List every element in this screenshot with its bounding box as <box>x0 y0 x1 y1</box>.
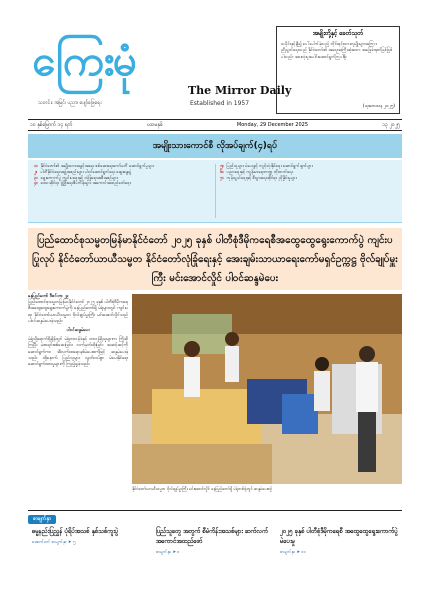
brief-item[interactable] <box>34 180 214 186</box>
briefs-right-column <box>220 163 400 180</box>
dateline-date: Monday, 29 December 2025 <box>236 122 309 128</box>
brief-number: ၆။ <box>220 168 224 174</box>
teaser-text: ပြည်သူတွေ အတွက် စီမံကိန်းအသစ်များ ဆက်လက် အကောင်အထည်ဖော် <box>156 528 269 545</box>
quote-body: သမိုင်းနှင့်ချီ၍ ပေါ်ပေါက်ခဲ့သည့် တိုင်းရင်းသားလူမျိုးများအကြား ညီညွတ်ရေးသည် နိုင်ငံတော်၏ အရေးအကြီးဆုံးသော အခြေခံအုတ်မြစ်ဖြစ်ပါသည်။ အားလုံးပူးပေါင်းဆောင်ရွက်ကြပါစို့။ <box>281 41 393 59</box>
brief-number: ၁။ <box>34 163 38 168</box>
brief-text: နိုင်ငံတော်၏ အမျိုးသားအခွင့်အရေး စစ်ဆေးရေးကော်မတီ ဆောင်ရွက်မှုများ <box>40 163 154 168</box>
main-headline[interactable]: ပြည်ထောင်စုသမ္မတမြန်မာနိုင်ငံတော် ၂၀၂၅ ခုနှစ် ပါတီစုံဒီမိုကရေစီအထွေထွေရွေးကောက်ပွဲ ကျင်းပပြုလုပ် နိုင်ငံတော်ယာယီသမ္မတ နိုင်ငံတော်လုံခြုံရေးနှင့် အေးချမ်းသာယာရေးကော်မရှင်ဥက္ကဋ္ဌ ဗိုလ်ချုပ်မှူးကြီး မင်းအောင်လှိုင် ပါဝင်ဆန္ဒမဲပေး <box>28 228 402 290</box>
article-subhead: ပါဝင်ဆန္ဒမဲပေး <box>66 328 90 334</box>
briefs-box <box>28 160 402 223</box>
inside-label: စာမျက်နှာ <box>28 515 56 524</box>
article-byline: နေပြည်တော် ဒီဇင်ဘာ ၂၉ <box>28 294 69 299</box>
english-title: The Mirror Daily <box>188 84 292 97</box>
briefs-left-column <box>34 163 214 186</box>
brief-number: ၃။ <box>34 174 38 180</box>
teaser-item[interactable] <box>156 527 274 557</box>
brief-number: ၂။ <box>34 168 38 174</box>
teaser-item[interactable] <box>32 527 150 547</box>
teaser-text: ၂၀၂၅ ခုနှစ် ပါတီစုံဒီမိုကရေစီ အထွေထွေရွေးကောက်ပွဲ မဲပေးမှု <box>280 528 398 545</box>
teaser-page: စာမျက်နှာ ➤ ၈ <box>156 549 180 554</box>
article-body: မဲရုံသို့ရောက်ရှိချိန်တွင် မဲရုံတာဝန်ခံနှင့် တာဝန်ရှိသူများက ကြိုဆိုကြပြီး မဲစာရင်းစစ်ဆေးခြင်း၊ လက်မှတ်ထိုးခြင်း အဆင့်ဆင့်ကို ဆောင်ရွက်ကာ အီလက်ထရောနစ်မဲပေးစက်ဖြင့် ဆန္ဒမဲပေးခဲ့သည်။ ထို့နောက် ပြည်သူများ လွတ်လပ်စွာ မဲပေးနိုင်ရေး ဆောင်ရွက်ထားမှုများကို ကြည့်ရှုခဲ့သည်။ <box>28 337 128 368</box>
article-column <box>28 294 128 494</box>
dateline-left: ၁၀ နှစ်မြောက် ၁၄ ရက် <box>30 121 73 128</box>
brief-number: ၅။ <box>220 163 224 168</box>
headline-bar[interactable]: အမျိုးသားကောင်စီ လိုအပ်ချက်(၄)ရပ် <box>28 134 402 158</box>
established-line: Established in 1957 <box>190 100 250 107</box>
brief-text: ပြည်သူများ မဲပေးခွင့် ကျင့်သုံးနိုင်ရေး ဆောင်ရွက်ချက်များ <box>226 163 313 168</box>
masthead <box>28 30 292 120</box>
dateline-middle: ပထမနှစ် <box>146 121 163 128</box>
quote-title: အမျိုးတို့နှင့် ခေတ်သုတ် <box>312 30 364 37</box>
quote-source: (သုတေသန ၂၀၂၅) <box>362 104 395 109</box>
teaser-item[interactable] <box>280 527 398 557</box>
brief-number: ၄။ <box>34 180 38 186</box>
photo-caption: နိုင်ငံတော်ယာယီသမ္မတ ဗိုလ်ချုပ်မှူးကြီး မင်းအောင်လှိုင် နေပြည်တော်ရှိ မဲရုံတစ်ရုံတွင် ဆန္ဒမဲပေးစဉ် <box>132 486 273 491</box>
inside-pages-teaser <box>28 510 402 571</box>
quote-box <box>276 26 400 114</box>
brief-text: ရွေးကောက်ပွဲ ကျင်းပရေးနှင့် လုံခြုံရေးအစီအစဉ်များ <box>40 174 118 180</box>
teaser-page: အောက်ဖက် စာမျက်နှာ ➤ ၅ <box>32 539 76 544</box>
dateline <box>28 119 402 131</box>
article-lead: ပြည်ထောင်စုသမ္မတမြန်မာနိုင်ငံတော် ၂၀၂၅ ခုနှစ် ပါတီစုံဒီမိုကရေစီအထွေထွေရွေးကောက်ပွဲကို နေပြည်တော်ရှိ မဲရုံများတွင် ကျင်းပရာ နိုင်ငံတော်ယာယီသမ္မတ ဗိုလ်ချုပ်မှူးကြီး မင်းအောင်လှိုင်သည် ပါဝင်ဆန္ဒမဲပေးခဲ့သည်။ <box>28 300 128 324</box>
brief-text: ကုန်သွယ်ရေးနှင့် စီးပွားရေးဆိုင်ရာ ညှိနှိုင်းမှုများ <box>226 174 297 180</box>
teaser-page: စာမျက်နှာ ➤ ၁၀ <box>280 549 306 554</box>
lead-photo[interactable] <box>132 294 402 484</box>
brief-text: ဒေသဆိုင်ရာ ဖွံ့ဖြိုးရေးစီမံကိန်းများ အကောင်အထည်ဖော်ရေး <box>40 180 131 186</box>
newspaper-logo[interactable]: ကြေးမုံ <box>32 36 135 85</box>
briefs-divider <box>215 164 216 218</box>
voting-scene-illustration <box>132 294 402 484</box>
brief-text: ပါတီနိုင်ငံရေးအဖွဲ့အစည်းများ ပါဝင်ဆောင်ရွက်ရေး ဆွေးနွေးပွဲ <box>40 168 132 174</box>
masthead-tagline: သတင်း၊ အမြင်၊ ပညာ၊ ဖျော်ဖြေရေး <box>38 100 102 106</box>
brief-item[interactable] <box>220 175 400 181</box>
brief-text: ပညာရေးနှင့် ကျန်းမာရေးကဏ္ဍ တိုးတက်ရေး <box>226 168 293 174</box>
brief-number: ၇။ <box>220 174 224 180</box>
teaser-text: ဓမ္မနည်းပြညွှန် ပုံရိပ်အသစ် နှစ်သစ်ကူးပွဲ <box>32 528 119 535</box>
dateline-right: ၁၃ ၂၀၂၅ <box>382 121 400 128</box>
